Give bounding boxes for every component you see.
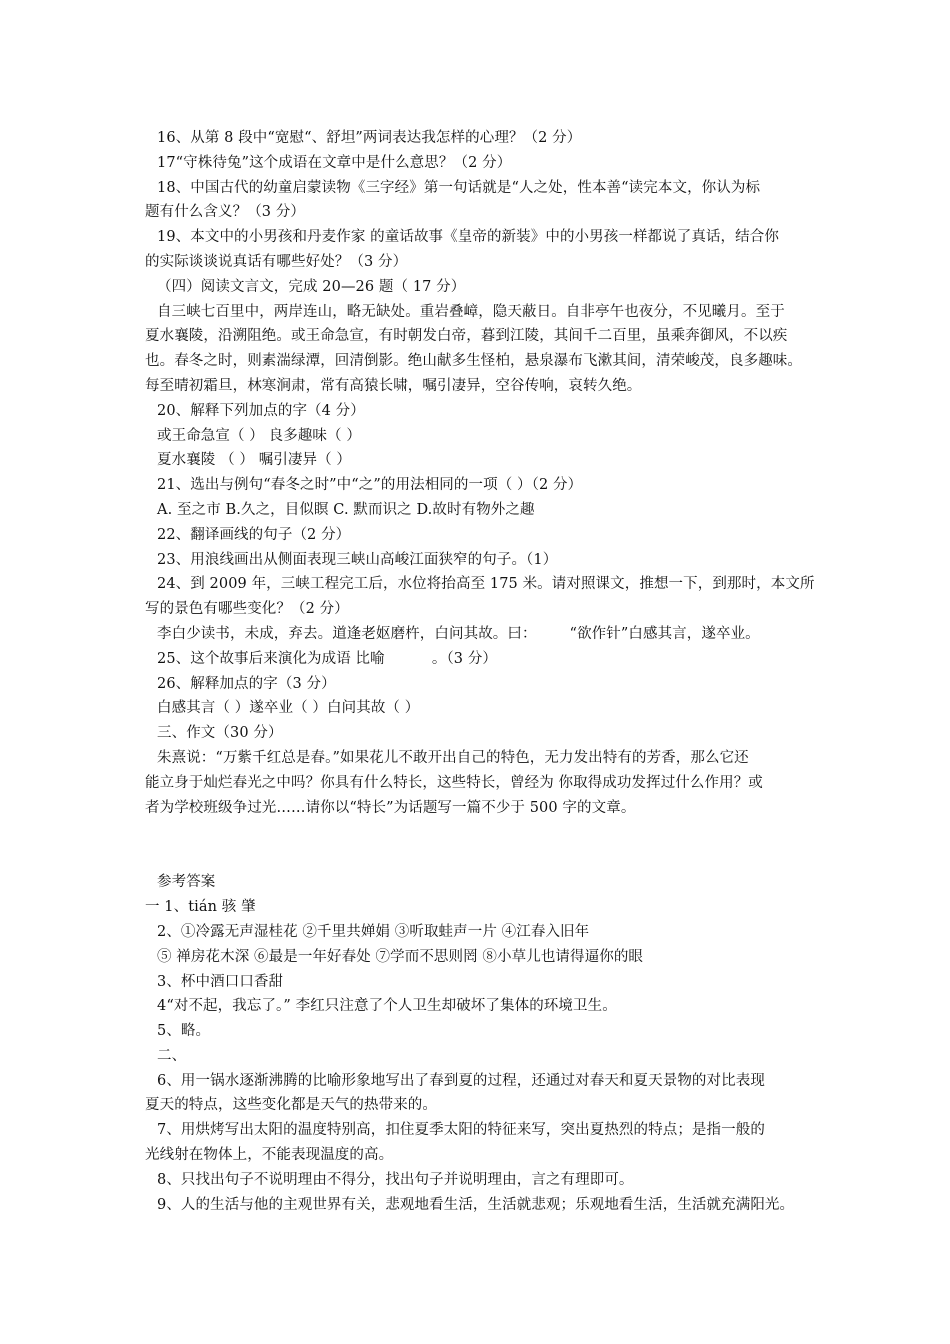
answer-line: 9、人的生活与他的主观世界有关，悲观地看生活，生活就悲观；乐观地看生活，生活就充满阳光。 — [157, 1196, 795, 1213]
answer-line: 光线射在物体上，不能表现温度的高。 — [145, 1147, 394, 1164]
answer-line: ⑤ 禅房花木深 ⑥最是一年好春处 ⑦学而不思则罔 ⑧小草儿也请得逼你的眼 — [157, 948, 644, 965]
question-line: 21、选出与例句“春冬之时”中“之”的用法相同的一项（ ）（2 分） — [157, 477, 583, 494]
answer-line: 参考答案 — [157, 874, 216, 891]
answer-line: 5、略。 — [157, 1023, 211, 1040]
answers-section — [145, 870, 825, 1217]
answer-line: 6、用一锅水逐渐沸腾的比喻形象地写出了春到夏的过程，还通过对春天和夏天景物的对比表现 — [157, 1072, 765, 1089]
question-line: 或王命急宣（ ） 良多趣味（ ） — [157, 427, 361, 444]
question-line: 题有什么含义？（3 分） — [145, 204, 306, 221]
question-line: 能立身于灿烂春光之中吗？你具有什么特长，这些特长，曾经为 你取得成功发挥过什么作用？或 — [145, 774, 763, 791]
question-line: 26、解释加点的字（3 分） — [157, 675, 336, 692]
answer-line: 2、①冷露无声湿桂花 ②千里共婵娟 ③听取蛙声一片 ④江春入旧年 — [157, 923, 590, 940]
answer-line: 二、 — [157, 1047, 187, 1064]
question-line: 16、从第 8 段中“宽慰“、舒坦”两词表达我怎样的心理？（2 分） — [157, 130, 582, 146]
question-line: 夏水襄陵 （ ） 嘱引凄异（ ） — [157, 452, 352, 469]
question-line: 朱熹说：“万紫千红总是春。”如果花儿不敢开出自己的特色，无力发出特有的芳香，那么它还 — [157, 749, 749, 766]
question-line: 每至晴初霜旦，林寒涧肃，常有高猿长啸，嘱引凄异，空谷传响，哀转久绝。 — [145, 377, 642, 394]
question-line: 自三峡七百里中，两岸连山，略无缺处。重岩叠嶂，隐天蔽日。自非亭午也夜分，不见曦月。至于 — [157, 303, 785, 320]
answer-line: 一 1、tián 骇 肇 — [145, 899, 256, 916]
question-line: 三、作文（30 分） — [157, 725, 283, 742]
answer-line: 4“对不起，我忘了。” 李红只注意了个人卫生却破坏了集体的环境卫生。 — [157, 998, 617, 1015]
question-line: 18、中国古代的幼童启蒙读物《三字经》第一句话就是“人之处，性本善“读完本文，你认为标 — [157, 179, 761, 196]
question-line: A. 至之市 B.久之，目似瞑 C. 默而识之 D.故时有物外之趣 — [157, 501, 535, 518]
question-line: 24、到 2009 年，三峡工程完工后，水位将抬高至 175 米。请对照课文，推想一下，到那时，本文所 — [157, 576, 815, 593]
document-page — [145, 126, 825, 1217]
question-line: 者为学校班级争过光……请你以“特长”为话题写一篇不少于 500 字的文章。 — [145, 799, 636, 816]
question-line: 也。春冬之时，则素湍绿潭，回清倒影。绝山献多生怪柏，悬泉瀑布飞漱其间，清荣峻茂，良多趣味。 — [145, 353, 802, 370]
question-line: （四）阅读文言文，完成 20—26 题（ 17 分） — [157, 278, 466, 295]
questions-section — [145, 126, 825, 820]
section-gap — [145, 820, 825, 870]
question-line: 19、本文中的小男孩和丹麦作家 的童话故事《皇帝的新装》中的小男孩一样都说了真话，结合你 — [157, 229, 779, 246]
answer-line: 夏天的特点，这些变化都是天气的热带来的。 — [145, 1097, 437, 1114]
question-line: 的实际谈谈说真话有哪些好处？（3 分） — [145, 253, 408, 270]
question-line: 白感其言（ ）遂卒业（ ）白问其故（ ） — [157, 700, 420, 717]
answer-line: 3、杯中酒口口香甜 — [157, 973, 284, 990]
question-line: 李白少读书，未成，弃去。道逢老妪磨杵，白问其故。曰： “欲作针”白感其言，遂卒业。 — [157, 625, 760, 642]
question-line: 22、翻译画线的句子（2 分） — [157, 526, 351, 543]
question-line: 25、这个故事后来演化为成语 比喻 。（3 分） — [157, 650, 498, 667]
answer-line: 8、只找出句子不说明理由不得分，找出句子并说明理由，言之有理即可。 — [157, 1171, 634, 1188]
question-line: 17“守株待兔”这个成语在文章中是什么意思？（2 分） — [157, 154, 512, 171]
question-line: 20、解释下列加点的字（4 分） — [157, 402, 365, 419]
question-line: 写的景色有哪些变化？（2 分） — [145, 601, 349, 618]
question-line: 夏水襄陵，沿溯阻绝。或王命急宣，有时朝发白帝，暮到江陵，其间千二百里，虽乘奔御风，不以疾 — [145, 328, 788, 345]
answer-line: 7、用烘烤写出太阳的温度特别高，扣住夏季太阳的特征来写，突出夏热烈的特点；是指一般的 — [157, 1122, 765, 1139]
question-line: 23、用浪线画出从侧面表现三峡山高峻江面狭窄的句子。（1） — [157, 551, 558, 568]
